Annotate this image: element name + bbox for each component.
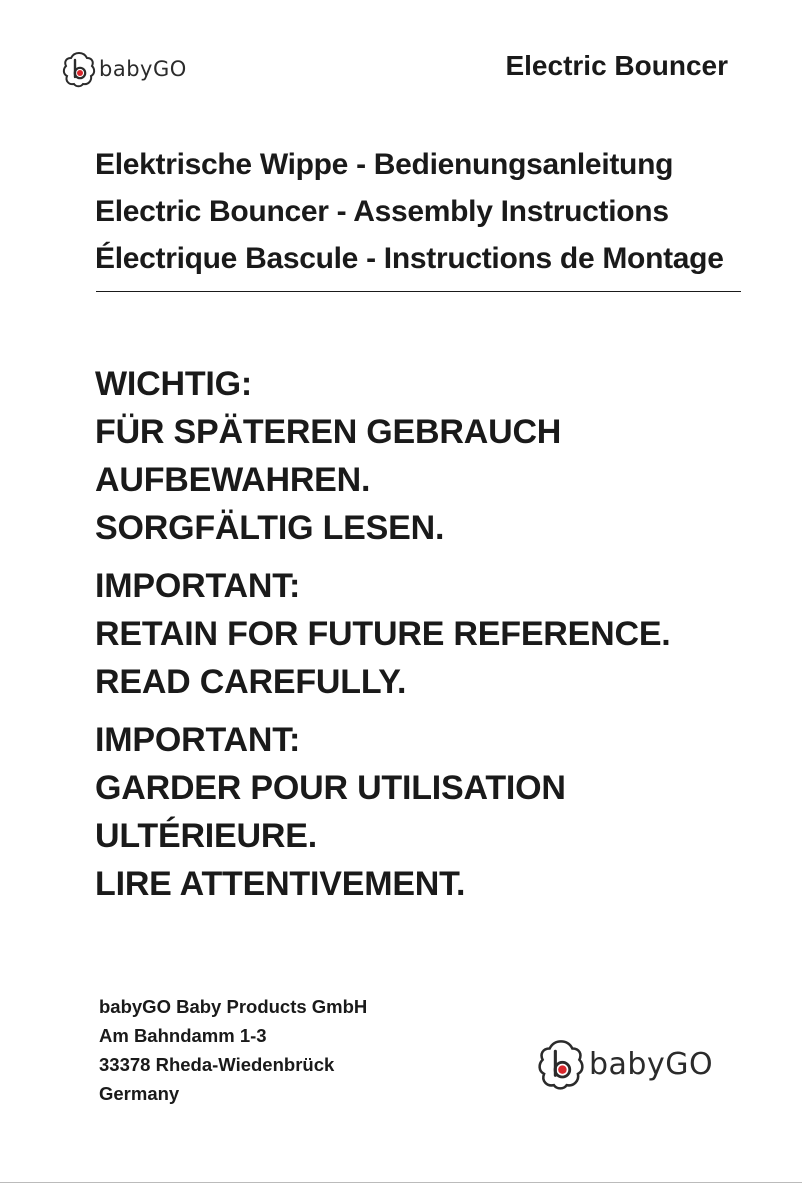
address-company: babyGO Baby Products GmbH (99, 996, 368, 1017)
title-german: Elektrische Wippe - Bedienungsanleitung (95, 148, 674, 181)
babygo-logo-icon (537, 1037, 585, 1091)
notice-line: RETAIN FOR FUTURE REFERENCE. (95, 615, 671, 653)
brand-wordmark: babyGO (589, 1046, 714, 1082)
address-country: Germany (99, 1083, 180, 1104)
notice-french (95, 716, 566, 908)
brand-wordmark: babyGO (99, 57, 187, 81)
brand-logo-header (62, 50, 187, 88)
notice-line: FÜR SPÄTEREN GEBRAUCH (95, 413, 562, 451)
notice-line: AUFBEWAHREN. (95, 461, 371, 499)
notice-line: WICHTIG: (95, 365, 253, 403)
title-divider (96, 291, 741, 292)
product-title: Electric Bouncer (505, 50, 728, 81)
babygo-logo-icon (62, 50, 96, 88)
title-english: Electric Bouncer - Assembly Instructions (95, 195, 669, 228)
notice-line: READ CAREFULLY. (95, 663, 407, 701)
notice-line: SORGFÄLTIG LESEN. (95, 509, 445, 547)
notice-line: IMPORTANT: (95, 721, 301, 759)
notice-line: LIRE ATTENTIVEMENT. (95, 865, 466, 903)
address-street: Am Bahndamm 1-3 (99, 1025, 267, 1046)
notice-line: GARDER POUR UTILISATION (95, 769, 566, 807)
page-edge-line (0, 1182, 802, 1183)
brand-logo-footer (537, 1037, 713, 1091)
notice-german (95, 360, 561, 552)
title-french: Électrique Bascule - Instructions de Montage (95, 242, 724, 275)
document-titles (95, 141, 724, 282)
address-city: 33378 Rheda-Wiedenbrück (99, 1054, 335, 1075)
notice-line: IMPORTANT: (95, 567, 301, 605)
notice-english (95, 562, 671, 706)
company-address (99, 992, 367, 1108)
notice-line: ULTÉRIEURE. (95, 817, 317, 855)
